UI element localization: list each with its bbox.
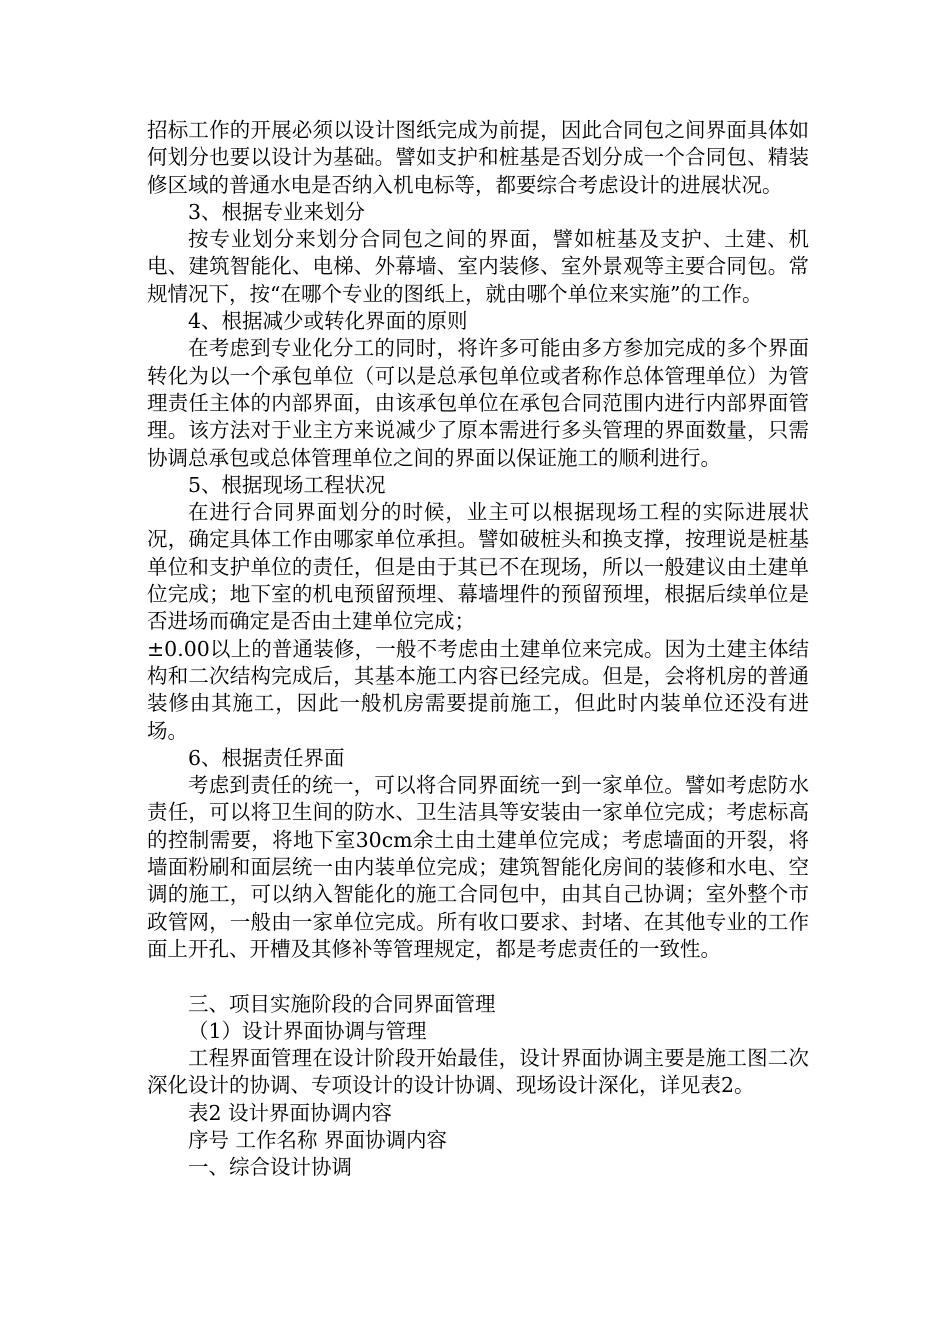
paragraph-responsibility: 考虑到责任的统一，可以将合同界面统一到一家单位。譬如考虑防水责任，可以将卫生间的防水、卫生洁具等安装由一家单位完成；考虑标高的控制需要，将地下室30cm余土由土建单位完成；考虑墙面的开裂，将墙面粉刷和面层统一由内装单位完成；建筑智能化房间的装修和水电、空调的施工，可以纳入智能化的施工合同包中，由其自己协调；室外整个市政管网，一般由一家单位完成。所有收口要求、封堵、在其他专业的工作面上开孔、开槽及其修补等管理规定，都是考虑责任的一致性。 xyxy=(147,773,809,961)
table-caption: 表2 设计界面协调内容 xyxy=(188,1100,393,1125)
paragraph-site-conditions-continued: ±0.00以上的普通装修，一般不考虑由土建单位来完成。因为土建主体结构和二次结构完成后，其基本施工内容已经完成。但是，会将机房的普通装修由其施工，因此一般机房需要提前施工，但此时内装单位还没有进场。 xyxy=(147,636,809,743)
table-row: 一、综合设计协调 xyxy=(188,1155,352,1180)
heading-6-responsibility: 6、根据责任界面 xyxy=(188,745,345,770)
paragraph-site-conditions: 在进行合同界面划分的时候，业主可以根据现场工程的实际进展状况，确定具体工作由哪家单位承担。譬如破桩头和换支撑，按理说是桩基单位和支护单位的责任，但是由于其已不在现场，所以一般建议由土建单位完成；地下室的机电预留预埋、幕墙埋件的预留预埋，根据后续单位是否进场而确定是否由土建单位完成； xyxy=(147,500,809,634)
paragraph-reduce-interfaces: 在考虑到专业化分工的同时，将许多可能由多方参加完成的多个界面转化为以一个承包单位（可以是总承包单位或者称作总体管理单位）为管理责任主体的内部界面，由该承包单位在承包合同范围内进行内部界面管理。该方法对于业主方来说减少了原本需进行多头管理的界面数量，只需协调总承包或总体管理单位之间的界面以保证施工的顺利进行。 xyxy=(147,336,809,470)
paragraph-design-interface: 工程界面管理在设计阶段开始最佳，设计界面协调主要是施工图二次深化设计的协调、专项设计的设计协调、现场设计深化，详见表2。 xyxy=(147,1046,809,1098)
blank-line xyxy=(147,963,809,990)
paragraph-by-specialty: 按专业划分来划分合同包之间的界面，譬如桩基及支护、土建、机电、建筑智能化、电梯、外幕墙、室内装修、室外景观等主要合同包。常规情况下，按“在哪个专业的图纸上，就由哪个单位来实施”的工作。 xyxy=(147,227,809,306)
subheading-design-interface: （1）设计界面协调与管理 xyxy=(188,1018,427,1043)
heading-5-site-conditions: 5、根据现场工程状况 xyxy=(188,472,386,497)
heading-3-by-specialty: 3、根据专业来划分 xyxy=(188,199,366,224)
heading-4-reduce-interfaces: 4、根据减少或转化界面的原则 xyxy=(188,309,468,334)
document-body xyxy=(147,117,809,1182)
table-header-row: 序号 工作名称 界面协调内容 xyxy=(188,1127,448,1152)
section-heading-implementation: 三、项目实施阶段的合同界面管理 xyxy=(188,991,496,1016)
paragraph-design-basis: 招标工作的开展必须以设计图纸完成为前提，因此合同包之间界面具体如何划分也要以设计为基础。譬如支护和桩基是否划分成一个合同包、精装修区域的普通水电是否纳入机电标等，都要综合考虑设计的进展状况。 xyxy=(147,118,809,197)
